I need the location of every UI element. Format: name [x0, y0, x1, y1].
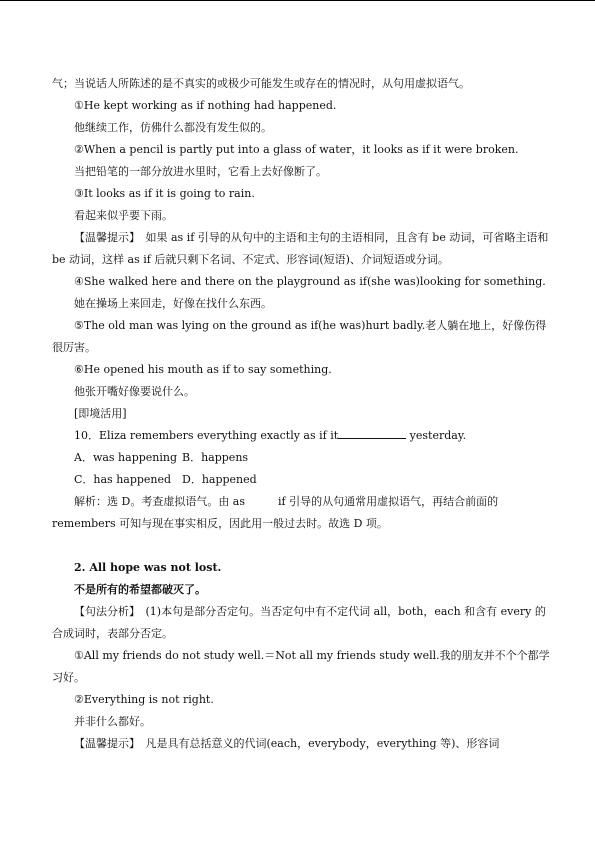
- example-4-chinese: 她在操场上来回走，好像在找什么东西。: [74, 297, 272, 310]
- paragraph-continuation: 气；当说话人所陈述的是不真实的或极少可能发生或存在的情况时，从句用虚拟语气。: [52, 77, 470, 90]
- option-a: A．was happening: [74, 451, 178, 464]
- example-3-chinese: 看起来似乎要下雨。: [74, 209, 173, 222]
- option-c: C．has happened: [74, 473, 172, 486]
- question-10: [52, 425, 552, 447]
- question-10-end: yesterday.: [406, 429, 467, 442]
- apply-heading: [即境活用]: [74, 407, 127, 420]
- spacer: [52, 535, 552, 557]
- syntax-analysis: 【句法分析】 (1)本句是部分否定句。当否定句中有不定代词 all，both，each 和含有 every 的合成词时，表部分否定。: [52, 605, 546, 640]
- example-8-english: ②Everything is not right.: [74, 693, 214, 706]
- tip-paragraph-1: 【温馨提示】 如果 as if 引导的从句中的主语和主句的主语相同，且含有 be 动词，可省略主语和 be 动词，这样 as if 后就只剩下名词、不定式、形容词(短语)、介词短语或分词。: [52, 231, 549, 266]
- example-1-english: ①He kept working as if nothing had happened.: [74, 99, 337, 112]
- example-5: ⑤The old man was lying on the ground as if(he was)hurt badly.老人躺在地上，好像伤得很厉害。: [52, 319, 547, 354]
- example-4-english: ④She walked here and there on the playground as if(she was)looking for something.: [74, 275, 546, 288]
- analysis-paragraph: 解析：选 D。考查虚拟语气。由 as if 引导的从句通常用虚拟语气，再结合前面的 remembers 可知与现在事实相反，因此用一般过去时。故选 D 项。: [52, 495, 499, 530]
- example-2-chinese: 当把铅笔的一部分放进水里时，它看上去好像断了。: [74, 165, 327, 178]
- page-top-rule: [0, 0, 595, 1]
- options-row-1: [52, 447, 552, 469]
- example-8-chinese: 并非什么都好。: [74, 715, 151, 728]
- example-1-chinese: 他继续工作，仿佛什么都没有发生似的。: [74, 121, 272, 134]
- document-page: [52, 73, 552, 755]
- options-row-2: [52, 469, 552, 491]
- example-6-chinese: 他张开嘴好像要说什么。: [74, 385, 195, 398]
- section-2-translation: 不是所有的希望都破灭了。: [74, 583, 206, 596]
- example-2-english: ②When a pencil is partly put into a glass of water，it looks as if it were broken.: [74, 143, 519, 156]
- option-d: D．happened: [182, 473, 257, 486]
- example-7: ①All my friends do not study well.＝Not all my friends study well.我的朋友并不个个都学习好。: [52, 649, 550, 684]
- question-10-stem: 10．Eliza remembers everything exactly as if it: [74, 429, 339, 442]
- tip-paragraph-2: 【温馨提示】 凡是具有总括意义的代词(each，everybody，everything 等)、形容词: [74, 737, 500, 750]
- option-b: B．happens: [182, 451, 249, 464]
- section-2-title: 2. All hope was not lost.: [74, 561, 222, 574]
- example-3-english: ③It looks as if it is going to rain.: [74, 187, 255, 200]
- example-6-english: ⑥He opened his mouth as if to say something.: [74, 363, 332, 376]
- answer-blank: [338, 426, 406, 439]
